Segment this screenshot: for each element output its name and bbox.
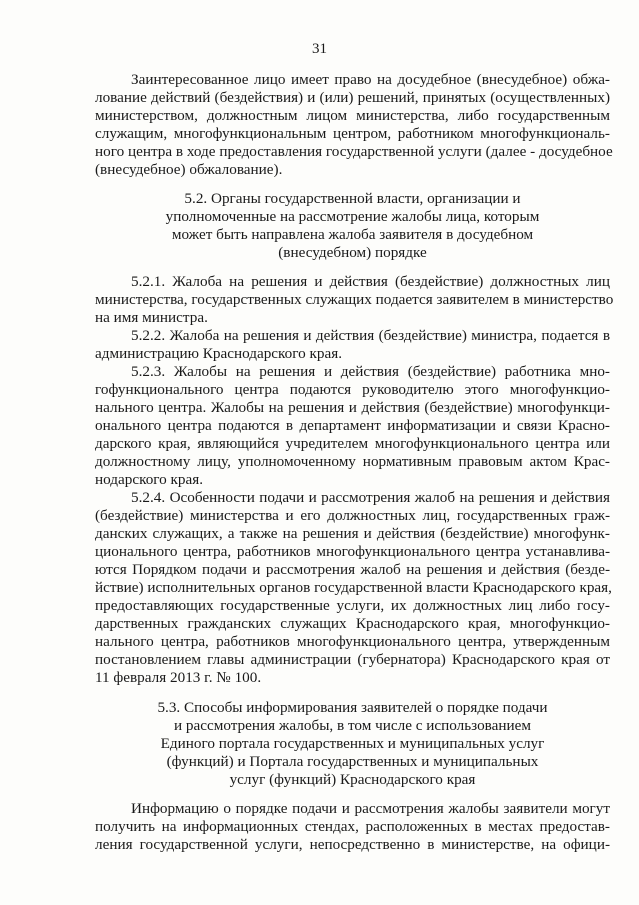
paragraph-line: 5.2.3. Жалобы на решения и действия (бездействие) работника мно- [131, 363, 610, 380]
section-heading: 5.2. Органы государственной власти, организации и [184, 190, 521, 207]
paragraph-line: нального центра. Жалобы на решения и действия (бездействие) многофункци- [95, 399, 610, 416]
paragraph-line: дарственных гражданских служащих Краснодарского края, многофункцио- [95, 615, 610, 632]
section-heading: уполномоченные на рассмотрение жалобы лица, которым [165, 208, 540, 225]
paragraph-line: администрацию Краснодарского края. [95, 345, 342, 362]
page-number: 31 [312, 41, 327, 57]
section-heading: 5.3. Способы информирования заявителей о порядке подачи [157, 699, 548, 716]
paragraph-line: данских служащих, а также на решения и действия (бездействие) многофунк- [95, 525, 610, 542]
paragraph-line: министерства, государственных служащих подается заявителем в министерство [95, 291, 614, 308]
paragraph-line: Информацию о порядке подачи и рассмотрения жалобы заявители могут [131, 800, 610, 817]
section-heading: (внесудебном) порядке [278, 244, 427, 261]
paragraph-line: получить на информационных стендах, расположенных в местах предостав- [95, 818, 610, 835]
section-heading: и рассмотрения жалобы, в том числе с использованием [173, 717, 531, 734]
paragraph-line: должностному лицу, уполномоченному нормативным правовым актом Крас- [95, 453, 610, 470]
paragraph-line: нодарского края. [95, 471, 204, 488]
paragraph-line: гофункционального центра подаются руководителю этого многофункцио- [95, 381, 610, 398]
paragraph-line: постановлением главы администрации (губернатора) Краснодарского края от [95, 651, 610, 668]
intro-line: министерством, должностным лицом министерства, либо государственным [95, 107, 610, 124]
paragraph-line: на имя министра. [95, 309, 208, 326]
paragraph-line: 11 февраля 2013 г. № 100. [95, 669, 262, 686]
paragraph-line: 5.2.2. Жалоба на решения и действия (бездействие) министра, подается в [131, 327, 610, 344]
section-heading: услуг (функций) Краснодарского края [229, 771, 476, 788]
paragraph-line: йствие) исполнительных органов государственной власти Краснодарского края, [95, 579, 612, 596]
intro-line: (внесудебное) обжалование). [95, 161, 283, 178]
intro-line: лование действий (бездействия) и (или) решений, принятых (осуществленных) [95, 89, 610, 106]
paragraph-line: онального центра подаются в департамент информатизации и связи Красно- [95, 417, 610, 434]
section-heading: (функций) и Портала государственных и муниципальных [166, 753, 539, 770]
paragraph-line: нального центра, работников многофункционального центра, утвержденным [95, 633, 610, 650]
paragraph-line: ются Порядком подачи и рассмотрения жалоб на решения и действия (безде- [95, 561, 610, 578]
intro-line: служащим, многофункциональным центром, работником многофункциональ- [95, 125, 610, 142]
paragraph-line: дарского края, являющийся учредителем многофункционального центра или [95, 435, 610, 452]
section-heading: может быть направлена жалоба заявителя в досудебном [171, 226, 534, 243]
paragraph-line: (бездействие) министерства и его должностных лиц, государственных граж- [95, 507, 610, 524]
intro-line: ного центра в ходе предоставления государственной услуги (далее - досудебное [95, 143, 613, 160]
paragraph-line: ционального центра, работников многофункционального центра устанавлива- [95, 543, 610, 560]
paragraph-line: ления государственной услуги, непосредственно в министерстве, на офици- [95, 836, 610, 853]
paragraph-line: предоставляющих государственные услуги, их должностных лиц либо госу- [95, 597, 610, 614]
paragraph-line: 5.2.1. Жалоба на решения и действия (бездействие) должностных лиц [131, 273, 610, 290]
section-heading: Единого портала государственных и муниципальных услуг [160, 735, 545, 752]
intro-line: Заинтересованное лицо имеет право на досудебное (внесудебное) обжа- [131, 71, 610, 88]
paragraph-line: 5.2.4. Особенности подачи и рассмотрения жалоб на решения и действия [131, 489, 610, 506]
